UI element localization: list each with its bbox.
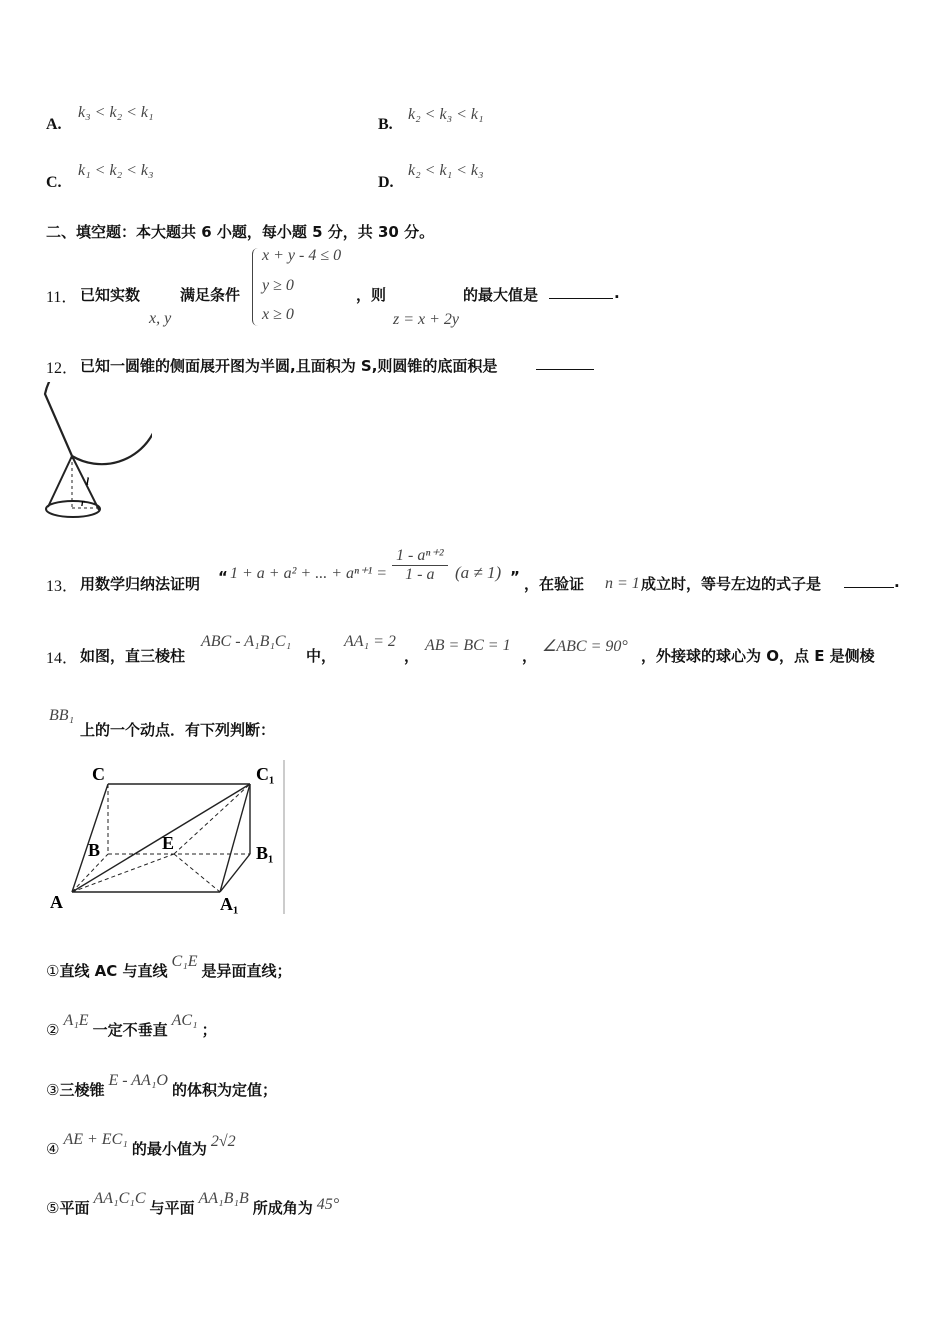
- q11-brace: [252, 248, 259, 326]
- q13-text-b: ，在验证: [524, 575, 585, 593]
- statement-1: [46, 953, 292, 981]
- q14-bb1: BB₁: [49, 707, 75, 724]
- statement-5-math2: AA₁B₁B: [198, 1190, 249, 1207]
- section-heading: 二、填空题：本大题共 6 小题，每小题 5 分，共 30 分。: [46, 223, 435, 241]
- prism-figure: [44, 756, 294, 918]
- statement-5-math: AA₁C₁C: [93, 1190, 146, 1207]
- option-a-expr: k₃ < k₂ < k₁: [78, 104, 154, 121]
- q14-sep1: ，: [404, 647, 420, 665]
- prism-label-c1: C₁: [256, 764, 275, 784]
- q11-end: .: [614, 284, 620, 302]
- statement-4-math2: 2√2: [210, 1133, 236, 1150]
- cone-label-l: l: [86, 476, 90, 488]
- q11-objective: z = x + 2y: [393, 311, 460, 328]
- q14-number: 14．: [46, 650, 79, 667]
- q11-vars: x, y: [149, 310, 172, 327]
- statement-5-math3: 45°: [316, 1196, 340, 1213]
- q13-end: .: [894, 573, 900, 591]
- q14-angle: ∠ABC = 90°: [542, 638, 628, 655]
- q12-text: 已知一圆锥的侧面展开图为半圆,且面积为 S,则圆锥的底面积是: [80, 357, 498, 375]
- statement-2-post: 一定不垂直: [92, 1021, 168, 1039]
- option-d-label: D.: [378, 174, 394, 191]
- option-b-label: B.: [378, 116, 393, 133]
- prism-label-b1: B₁: [256, 843, 274, 863]
- option-b-expr: k₂ < k₃ < k₁: [408, 106, 484, 123]
- q13-answer-blank: [844, 573, 894, 592]
- q11-answer-blank: [549, 284, 613, 303]
- statement-5-mark: ⑤: [46, 1199, 60, 1217]
- prism-label-a: A: [50, 892, 63, 912]
- q11-text-b: 满足条件: [180, 286, 241, 304]
- q11-cond1: x + y - 4 ≤ 0: [262, 247, 342, 264]
- cone-figure: [40, 382, 152, 522]
- q14-prism: ABC - A₁B₁C₁: [201, 633, 292, 650]
- option-a-label: A.: [46, 116, 62, 133]
- statement-3-pre: 三棱锥: [59, 1081, 105, 1099]
- q13-text-a: 用数学归纳法证明: [80, 575, 201, 593]
- q13-lhs: 1 + a + a² + ... + aⁿ⁺¹ =: [230, 565, 388, 582]
- statement-5-post: 与平面: [149, 1199, 195, 1217]
- prism-label-e: E: [162, 833, 175, 853]
- q11-cond2: y ≥ 0: [262, 277, 294, 294]
- statement-4-mark: ④: [46, 1140, 60, 1158]
- statement-5-pre: 平面: [59, 1199, 90, 1217]
- q14-text-a: 如图，直三棱柱: [80, 647, 186, 665]
- option-d-expr: k₂ < k₁ < k₃: [408, 162, 484, 179]
- statement-2-math2: AC₁: [171, 1012, 198, 1029]
- q14-abbc: AB = BC = 1: [425, 637, 511, 654]
- statement-1-mark: ①: [46, 962, 60, 980]
- q14-text-d: 上的一个动点．有下列判断：: [80, 721, 276, 739]
- q13-frac-den: 1 - a: [405, 566, 435, 583]
- statement-1-pre: 直线 AC 与直线: [59, 962, 168, 980]
- option-c-label: C.: [46, 174, 62, 191]
- statement-3-mark: ③: [46, 1081, 60, 1099]
- q11-text-c: ，则: [356, 286, 387, 304]
- statement-4: [46, 1131, 240, 1159]
- q11-text-a: 已知实数: [80, 286, 141, 304]
- statement-2-post2: ；: [201, 1021, 217, 1039]
- statement-2-mark: ②: [46, 1021, 60, 1039]
- statement-2: [46, 1012, 217, 1040]
- statement-1-post: 是异面直线；: [201, 962, 292, 980]
- q11-number: 11．: [46, 289, 78, 306]
- statement-4-post: 的最小值为: [131, 1140, 207, 1158]
- q14-text-b: 中，: [306, 647, 337, 665]
- statement-5-post2: 所成角为: [252, 1199, 313, 1217]
- q13-quote-open: “: [218, 568, 228, 586]
- q13-n-eq: n = 1: [605, 575, 640, 592]
- statement-4-math: AE + EC₁: [63, 1131, 128, 1148]
- q11-cond3: x ≥ 0: [262, 306, 294, 323]
- statement-1-math: C₁E: [171, 953, 198, 970]
- statement-3-post: 的体积为定值；: [171, 1081, 277, 1099]
- prism-label-c: C: [92, 764, 105, 784]
- prism-label-a1: A₁: [220, 894, 239, 914]
- statement-5: [46, 1190, 343, 1218]
- q13-text-c: 成立时，等号左边的式子是: [641, 575, 822, 593]
- q11-text-d: 的最大值是: [463, 286, 539, 304]
- statement-3-math: E - AA₁O: [108, 1072, 168, 1089]
- option-c-expr: k₁ < k₂ < k₃: [78, 162, 154, 179]
- q14-text-c: ，外接球的球心为 O，点 E 是侧棱: [641, 647, 875, 665]
- statement-2-math: A₁E: [63, 1012, 89, 1029]
- cone-label-r: r: [81, 498, 85, 509]
- q14-sep2: ，: [522, 647, 538, 665]
- q13-fraction: [392, 545, 448, 584]
- q14-aa1: AA₁ = 2: [344, 633, 396, 650]
- statement-3: [46, 1072, 277, 1100]
- q12-answer-blank: [536, 355, 594, 374]
- q13-quote-close: ”: [510, 568, 520, 586]
- prism-label-b: B: [88, 840, 101, 860]
- q13-frac-num: 1 - aⁿ⁺²: [392, 545, 448, 566]
- q12-number: 12．: [46, 360, 79, 377]
- q13-number: 13．: [46, 578, 79, 595]
- q13-cond: (a ≠ 1): [455, 563, 502, 582]
